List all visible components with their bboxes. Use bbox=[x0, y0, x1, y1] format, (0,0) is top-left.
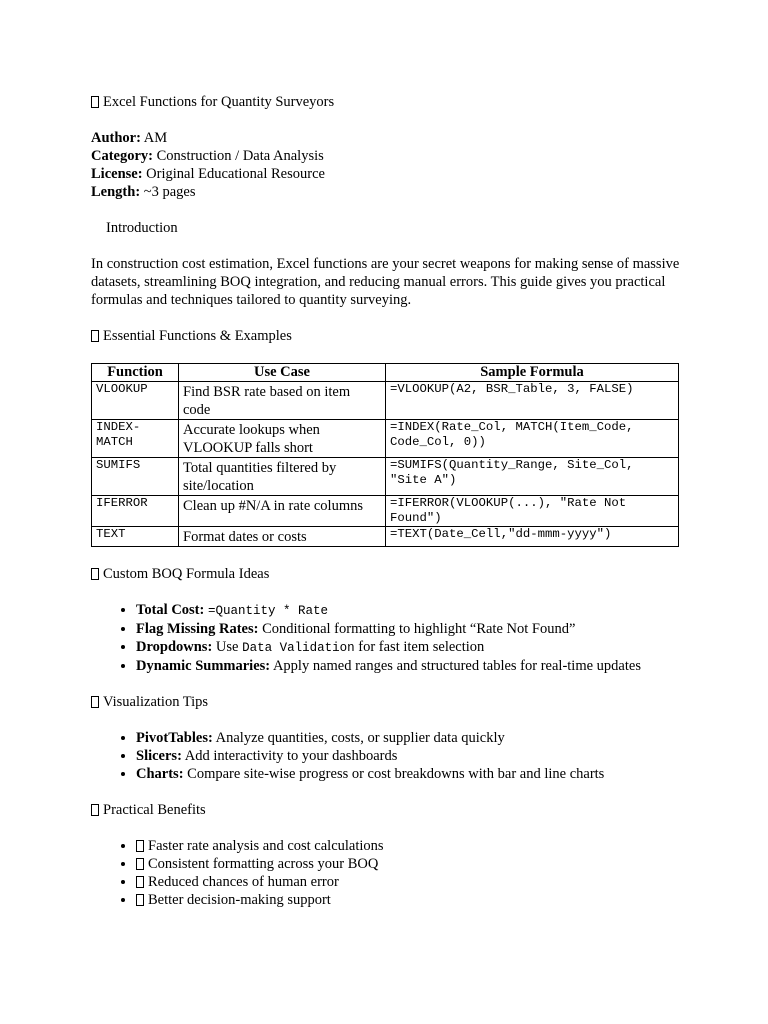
list-item: • Slicers: Add interactivity to your dashboards bbox=[136, 747, 681, 765]
boq-list bbox=[91, 601, 681, 675]
document-page bbox=[91, 93, 681, 909]
use-case-cell: Accurate lookups when VLOOKUP falls short bbox=[179, 420, 386, 458]
list-item: • Dropdowns: Use Data Validation for fast item selection bbox=[136, 638, 681, 657]
table-row bbox=[92, 382, 679, 420]
intro-paragraph: In construction cost estimation, Excel functions are your secret weapons for making sense of massive datasets, streamlining BOQ integration, and reducing manual errors. This guide gives you practical formulas and techniques tailored to quantity surveying. bbox=[91, 256, 680, 308]
table-row bbox=[92, 496, 679, 527]
viz-list bbox=[91, 729, 681, 783]
list-item: • Better decision-making support bbox=[136, 891, 681, 909]
viz-heading: Visualization Tips bbox=[91, 693, 681, 711]
column-header-use-case: Use Case bbox=[179, 364, 386, 382]
functions-table bbox=[91, 363, 679, 547]
functions-heading: Essential Functions & Examples bbox=[91, 327, 681, 345]
list-item: • Faster rate analysis and cost calculations bbox=[136, 837, 681, 855]
list-item: • Consistent formatting across your BOQ bbox=[136, 855, 681, 873]
missing-glyph-icon bbox=[91, 96, 99, 108]
function-cell: IFERROR bbox=[92, 496, 179, 527]
use-case-cell: Clean up #N/A in rate columns bbox=[179, 496, 386, 527]
list-item: • Charts: Compare site-wise progress or cost breakdowns with bar and line charts bbox=[136, 765, 681, 783]
benefits-list bbox=[91, 837, 681, 909]
meta-license: License: Original Educational Resource bbox=[91, 166, 325, 182]
function-cell: SUMIFS bbox=[92, 458, 179, 496]
use-case-cell: Format dates or costs bbox=[179, 527, 386, 547]
missing-glyph-icon bbox=[91, 330, 99, 342]
meta-length: Length: ~3 pages bbox=[91, 184, 196, 200]
use-case-cell: Find BSR rate based on item code bbox=[179, 382, 386, 420]
missing-glyph-icon bbox=[136, 840, 144, 852]
boq-heading: Custom BOQ Formula Ideas bbox=[91, 565, 681, 583]
missing-glyph-icon bbox=[91, 696, 99, 708]
meta-category: Category: Construction / Data Analysis bbox=[91, 148, 324, 164]
formula-cell: =TEXT(Date_Cell,"dd-mmm-yyyy") bbox=[386, 527, 679, 547]
list-item: • Reduced chances of human error bbox=[136, 873, 681, 891]
formula-cell: =INDEX(Rate_Col, MATCH(Item_Code, Code_Col, 0)) bbox=[386, 420, 679, 458]
table-row bbox=[92, 458, 679, 496]
use-case-cell: Total quantities filtered by site/location bbox=[179, 458, 386, 496]
intro-heading: Introduction bbox=[106, 220, 178, 236]
metadata-block bbox=[91, 129, 681, 201]
column-header-formula: Sample Formula bbox=[386, 364, 679, 382]
missing-glyph-icon bbox=[136, 894, 144, 906]
list-item: • Flag Missing Rates: Conditional formatting to highlight “Rate Not Found” bbox=[136, 620, 681, 638]
column-header-function: Function bbox=[92, 364, 179, 382]
formula-cell: =IFERROR(VLOOKUP(...), "Rate Not Found") bbox=[386, 496, 679, 527]
table-row bbox=[92, 527, 679, 547]
missing-glyph-icon bbox=[136, 876, 144, 888]
function-cell: TEXT bbox=[92, 527, 179, 547]
benefits-heading: Practical Benefits bbox=[91, 801, 681, 819]
missing-glyph-icon bbox=[91, 804, 99, 816]
missing-glyph-icon bbox=[91, 568, 99, 580]
missing-glyph-icon bbox=[136, 858, 144, 870]
list-item: • PivotTables: Analyze quantities, costs, or supplier data quickly bbox=[136, 729, 681, 747]
list-item: • Dynamic Summaries: Apply named ranges and structured tables for real-time updates bbox=[136, 657, 681, 675]
table-header-row bbox=[92, 364, 679, 382]
table-row bbox=[92, 420, 679, 458]
formula-cell: =SUMIFS(Quantity_Range, Site_Col, "Site A") bbox=[386, 458, 679, 496]
function-cell: VLOOKUP bbox=[92, 382, 179, 420]
formula-cell: =VLOOKUP(A2, BSR_Table, 3, FALSE) bbox=[386, 382, 679, 420]
document-title: Excel Functions for Quantity Surveyors bbox=[91, 93, 681, 111]
function-cell: INDEX-MATCH bbox=[92, 420, 179, 458]
list-item: • Total Cost: =Quantity * Rate bbox=[136, 601, 681, 620]
meta-author: Author: AM bbox=[91, 130, 168, 146]
